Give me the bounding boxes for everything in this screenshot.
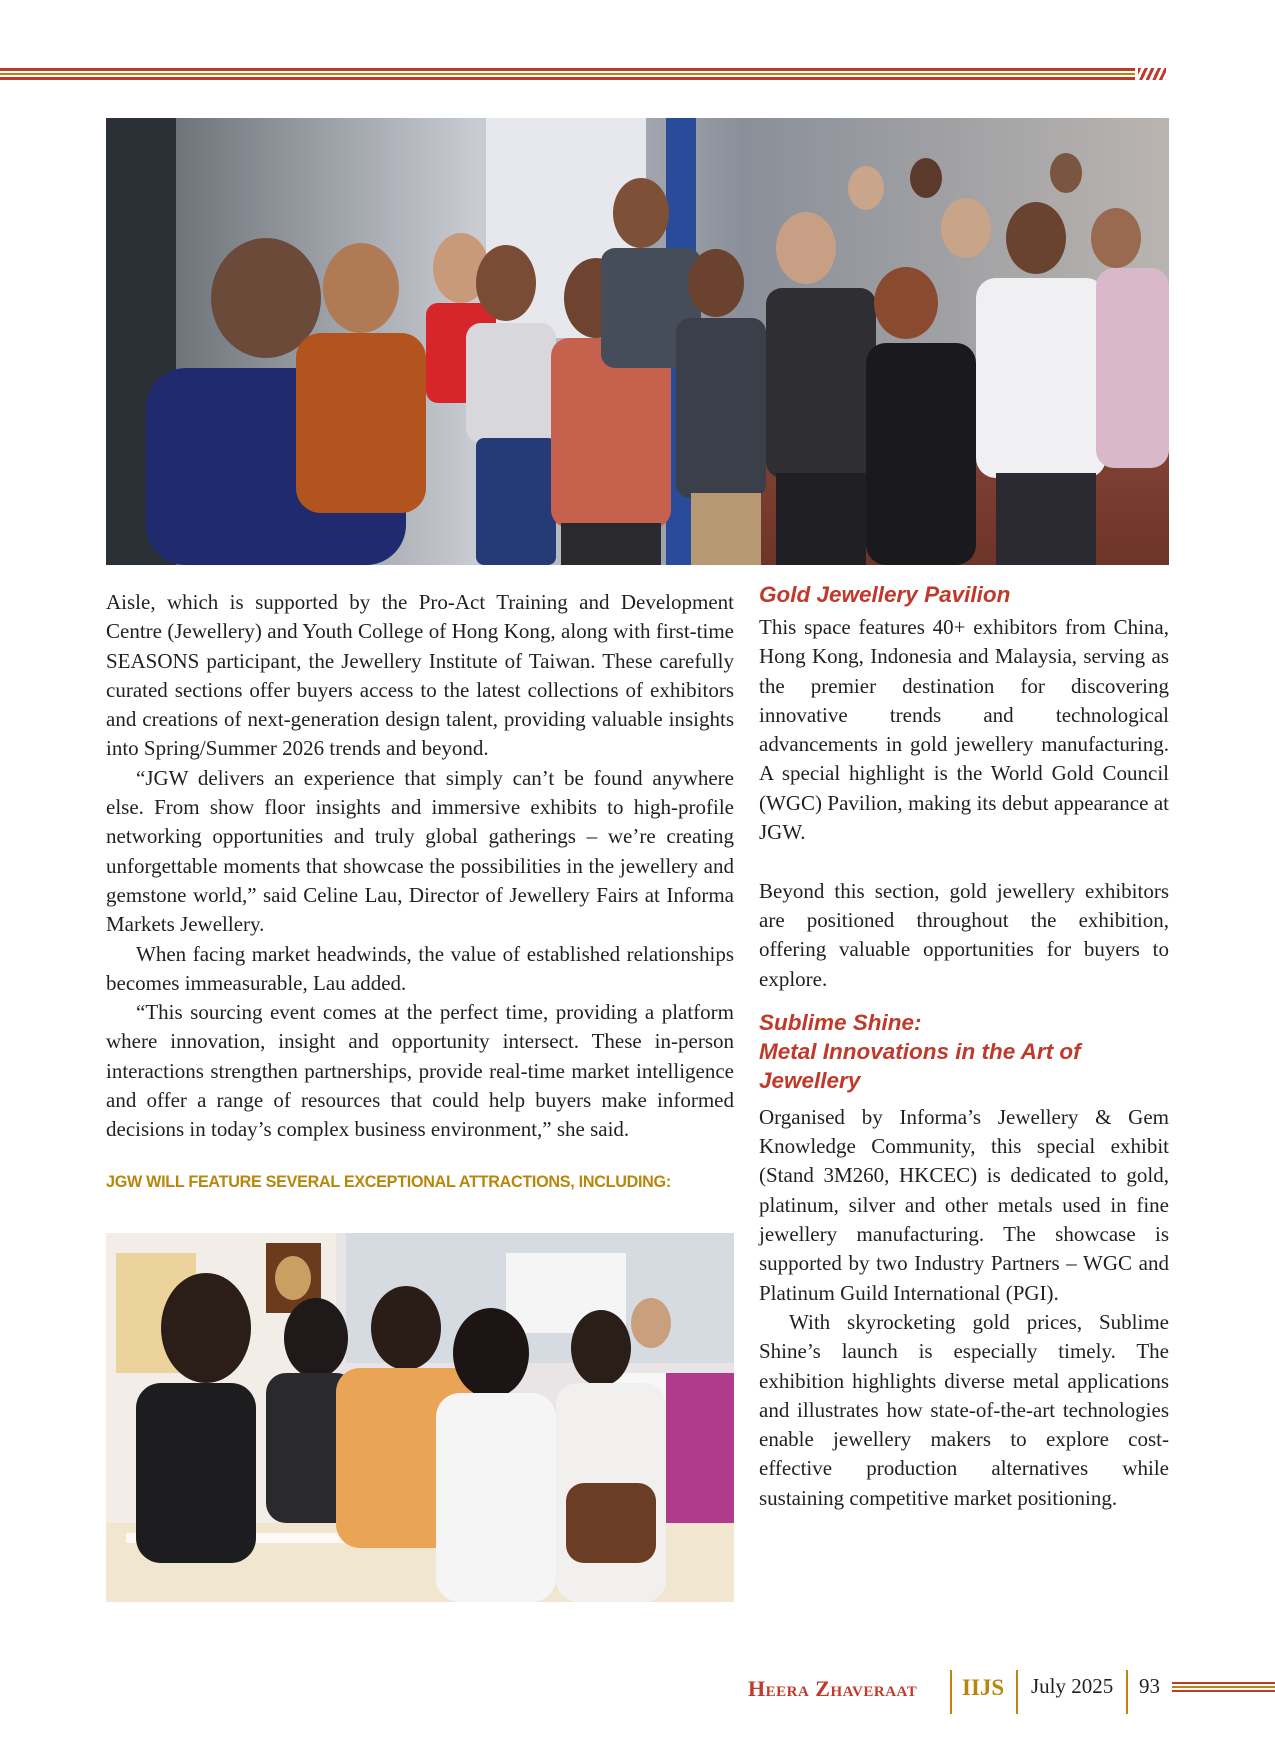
right-column: [759, 580, 1169, 1513]
issue-date: July 2025: [1031, 1674, 1114, 1698]
header-rule: [0, 68, 1166, 80]
left-column: [106, 588, 734, 1193]
footer-divider: [950, 1670, 952, 1714]
crowd-photo: [106, 118, 1169, 565]
footer-divider: [1016, 1670, 1018, 1714]
sublime-heading-line-1: Sublime Shine:: [759, 1009, 922, 1035]
left-paragraph-2: “JGW delivers an experience that simply can’t be found anywhere else. From show floor insights and immersive exhibits to high-profile networking opportunities and truly global gatherings – we’re creating unforgettable moments that showcase the possibilities in the jewellery and gemstone world,” said Celine Lau, Director of Jewellery Fairs at Informa Markets Jewellery.: [106, 765, 734, 937]
booth-photo: [106, 1233, 734, 1602]
sublime-paragraph-2: With skyrocketing gold prices, Sublime Shine’s launch is especially timely. The exhibition highlights diverse metal applications and illustrates how state-of-the-art technologies enable jewellery makers to explore cost-effective production alternatives while sustaining competitive market positioning.: [759, 1309, 1169, 1510]
sublime-paragraph-1: Organised by Informa’s Jewellery & Gem Knowledge Community, this special exhibit (Stand 3M260, HKCEC) is dedicated to gold, platinum, silver and other metals used in fine jewellery manufacturing. The showcase is supported by two Industry Partners – WGC and Platinum Guild International (PGI).: [759, 1104, 1169, 1305]
page-footer: [740, 1668, 1275, 1708]
footer-divider: [1126, 1670, 1128, 1714]
magazine-name: Heera Zhaveraat: [748, 1676, 918, 1701]
attractions-heading: JGW WILL FEATURE SEVERAL EXCEPTIONAL ATTRACTIONS, INCLUDING:: [106, 1171, 671, 1191]
left-paragraph-1: Aisle, which is supported by the Pro-Act Training and Development Centre (Jewellery) and Youth College of Hong Kong, along with first-time SEASONS participant, the Jewellery Institute of Taiwan. These carefully curated sections offer buyers access to the latest collections of exhibitors and creations of next-generation design talent, providing valuable insights into Spring/Summer 2026 trends and beyond.: [106, 590, 734, 761]
gold-paragraph-2: Beyond this section, gold jewellery exhibitors are positioned throughout the exhibition, offering valuable opportunities for buyers to explore.: [759, 878, 1169, 991]
left-paragraph-3: When facing market headwinds, the value of established relationships becomes immeasurable, Lau added.: [106, 941, 734, 995]
iijs-label: IIJS: [962, 1675, 1005, 1700]
gold-pavilion-heading: Gold Jewellery Pavilion: [759, 582, 1011, 607]
page-number: 93: [1139, 1674, 1160, 1698]
left-paragraph-4: “This sourcing event comes at the perfect time, providing a platform where innovation, insight and opportunity intersect. These in-person interactions strengthen partnerships, provide real-time market intelligence and offer a range of resources that could help buyers make informed decisions in today’s complex business environment,” she said.: [106, 1000, 734, 1142]
sublime-heading-line-2: Metal Innovations in the Art of Jewellery: [759, 1038, 1081, 1093]
gold-paragraph-1: This space features 40+ exhibitors from China, Hong Kong, Indonesia and Malaysia, serving as the premier destination for discovering innovative trends and technological advancements in gold jewellery manufacturing. A special highlight is the World Gold Council (WGC) Pavilion, making its debut appearance at JGW.: [759, 615, 1169, 845]
footer-rule: [1172, 1682, 1275, 1694]
